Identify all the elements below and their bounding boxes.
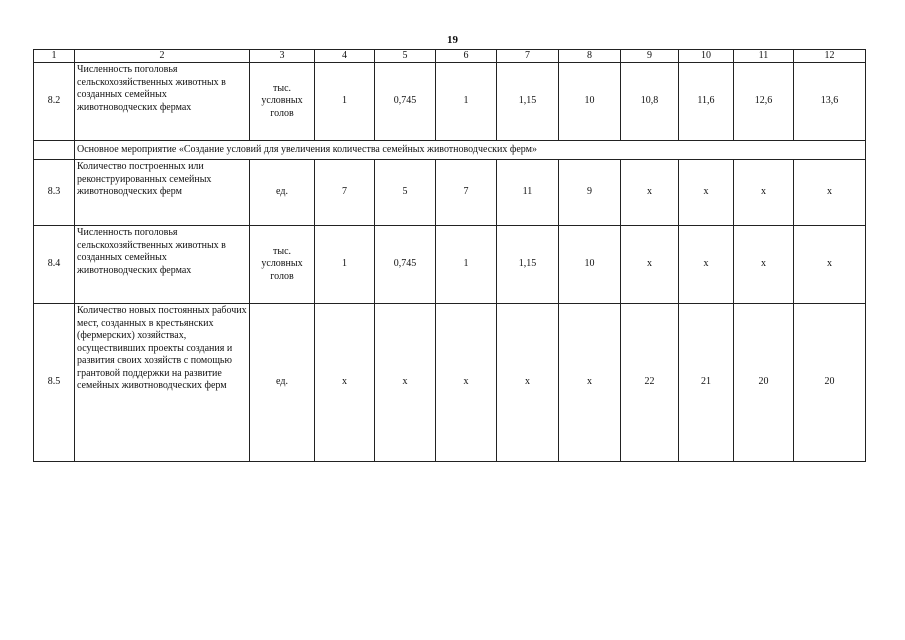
row-unit: тыс. условных голов <box>250 226 315 304</box>
header-cell: 9 <box>621 50 679 63</box>
header-cell: 11 <box>734 50 794 63</box>
section-row <box>34 141 866 160</box>
row-value: 22 <box>621 304 679 462</box>
row-id: 8.5 <box>34 304 75 462</box>
row-value: 1 <box>436 226 497 304</box>
header-cell: 5 <box>375 50 436 63</box>
header-cell: 7 <box>497 50 559 63</box>
row-value: 10 <box>559 226 621 304</box>
row-description: Численность поголовья сельскохозяйственных животных в созданных семейных животноводческих фермах <box>75 63 250 141</box>
row-description: Численность поголовья сельскохозяйственных животных в созданных семейных животноводческих фермах <box>75 226 250 304</box>
table-row <box>34 304 866 462</box>
header-cell: 2 <box>75 50 250 63</box>
row-value: x <box>734 160 794 226</box>
table-row <box>34 63 866 141</box>
row-unit: тыс. условных голов <box>250 63 315 141</box>
row-value: x <box>315 304 375 462</box>
row-value: x <box>436 304 497 462</box>
row-value: 13,6 <box>794 63 866 141</box>
row-value: 12,6 <box>734 63 794 141</box>
header-cell: 4 <box>315 50 375 63</box>
row-value: x <box>497 304 559 462</box>
row-value: 1 <box>436 63 497 141</box>
row-value: 10,8 <box>621 63 679 141</box>
row-value: x <box>794 160 866 226</box>
row-unit: ед. <box>250 160 315 226</box>
row-value: x <box>375 304 436 462</box>
page-number: 19 <box>447 34 458 46</box>
table-row <box>34 226 866 304</box>
header-row <box>34 50 866 63</box>
row-value: 11,6 <box>679 63 734 141</box>
indicators-table <box>33 49 866 462</box>
row-value: 11 <box>497 160 559 226</box>
header-cell: 8 <box>559 50 621 63</box>
header-cell: 3 <box>250 50 315 63</box>
row-value: 20 <box>794 304 866 462</box>
row-description: Количество построенных или реконструированных семейных животноводческих ферм <box>75 160 250 226</box>
row-value: x <box>734 226 794 304</box>
section-spacer <box>34 141 75 160</box>
row-value: 7 <box>436 160 497 226</box>
row-value: 1 <box>315 63 375 141</box>
row-value: 0,745 <box>375 63 436 141</box>
row-value: x <box>679 226 734 304</box>
row-unit: ед. <box>250 304 315 462</box>
row-value: 21 <box>679 304 734 462</box>
row-value: 1,15 <box>497 63 559 141</box>
row-value: 1,15 <box>497 226 559 304</box>
row-value: x <box>559 304 621 462</box>
row-description: Количество новых постоянных рабочих мест, созданных в крестьянских (фермерских) хозяйствах, осуществивших проекты создания и развития своих хозяйств с помощью грантовой поддержки на развитие семейных животноводческих ферм <box>75 304 250 462</box>
row-value: 20 <box>734 304 794 462</box>
row-value: 7 <box>315 160 375 226</box>
header-cell: 1 <box>34 50 75 63</box>
row-value: 9 <box>559 160 621 226</box>
row-id: 8.3 <box>34 160 75 226</box>
header-cell: 12 <box>794 50 866 63</box>
row-value: 5 <box>375 160 436 226</box>
row-value: 0,745 <box>375 226 436 304</box>
table-row <box>34 160 866 226</box>
row-value: 1 <box>315 226 375 304</box>
row-value: x <box>621 160 679 226</box>
section-title: Основное мероприятие «Создание условий для увеличения количества семейных животноводческих ферм» <box>75 141 866 160</box>
row-value: 10 <box>559 63 621 141</box>
header-cell: 6 <box>436 50 497 63</box>
row-value: x <box>794 226 866 304</box>
row-value: x <box>621 226 679 304</box>
row-id: 8.2 <box>34 63 75 141</box>
header-cell: 10 <box>679 50 734 63</box>
row-value: x <box>679 160 734 226</box>
row-id: 8.4 <box>34 226 75 304</box>
